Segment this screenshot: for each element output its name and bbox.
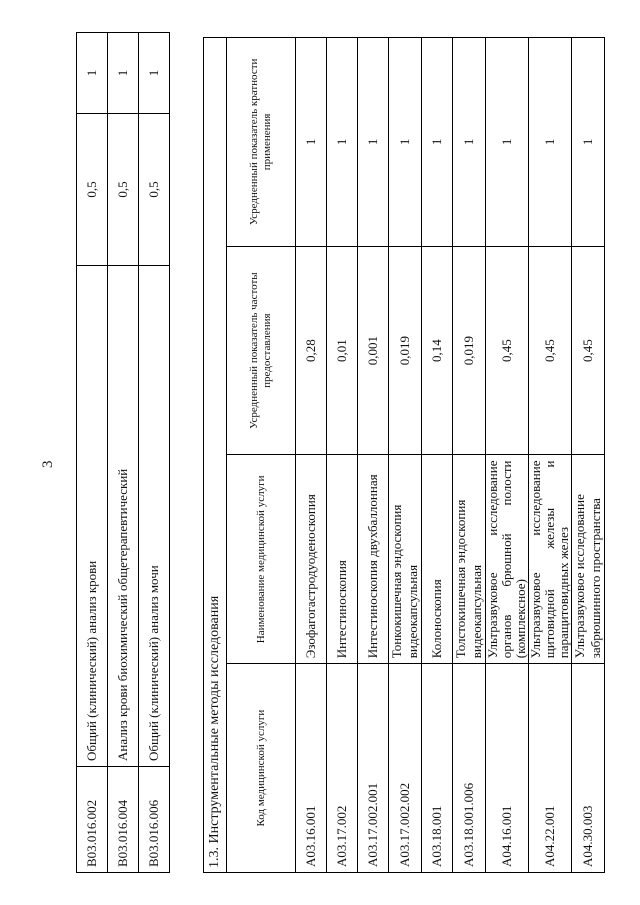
- service-code: A03.18.001.006: [453, 664, 486, 873]
- service-code: A04.30.003: [572, 664, 605, 873]
- frequency-value: 0,5: [77, 114, 108, 266]
- table-row: [296, 38, 327, 873]
- service-code: A03.18.001: [422, 664, 453, 873]
- frequency-value: 0,45: [529, 246, 572, 455]
- frequency-value: 0,019: [389, 246, 422, 455]
- instrumental-methods-table: [203, 37, 605, 873]
- service-name: Ультразвуковое исследование забрюшинного пространства: [572, 455, 605, 664]
- section-title: 1.3. Инструментальные методы исследования: [204, 38, 227, 873]
- page-number: 3: [40, 460, 56, 468]
- service-name: Эзофагогастродуоденоскопия: [296, 455, 327, 664]
- multiplicity-value: 1: [327, 38, 358, 247]
- multiplicity-value: 1: [486, 38, 529, 247]
- service-code: A03.17.002: [327, 664, 358, 873]
- table-row: [529, 38, 572, 873]
- table-row: [358, 38, 389, 873]
- multiplicity-value: 1: [453, 38, 486, 247]
- service-name-line: (комплексное): [513, 579, 528, 659]
- table-row: [572, 38, 605, 873]
- frequency-value: 0,14: [422, 246, 453, 455]
- multiplicity-value: 1: [139, 33, 170, 114]
- service-code: A03.17.002.002: [389, 664, 422, 873]
- table-row: [422, 38, 453, 873]
- table-row: [108, 33, 139, 873]
- table-row: [139, 33, 170, 873]
- multiplicity-value: 1: [572, 38, 605, 247]
- service-code: A03.16.001: [296, 664, 327, 873]
- frequency-value: 0,5: [139, 114, 170, 266]
- multiplicity-value: 1: [77, 33, 108, 114]
- multiplicity-value: 1: [389, 38, 422, 247]
- header-frequency: Усредненный показатель частоты предоставления: [227, 246, 296, 455]
- service-name: Интестиноскопия двухбаллонная: [358, 455, 389, 664]
- header-row: [227, 38, 296, 873]
- service-name-line: Ультразвуковое исследование щитовидной железы и: [528, 460, 557, 659]
- service-name: Общий (клинический) анализ крови: [77, 266, 108, 767]
- service-name: Интестиноскопия: [327, 455, 358, 664]
- service-name: Колоноскопия: [422, 455, 453, 664]
- service-name: Толстокишечная эндоскопия видеокапсульная: [453, 455, 486, 664]
- service-name-line: Ультразвуковое исследование органов брюшной полости: [485, 460, 514, 659]
- service-name: [486, 455, 529, 664]
- table-row: [486, 38, 529, 873]
- frequency-value: 0,019: [453, 246, 486, 455]
- multiplicity-value: 1: [358, 38, 389, 247]
- frequency-value: 0,45: [486, 246, 529, 455]
- multiplicity-value: 1: [296, 38, 327, 247]
- service-name: Тонкокишечная эндоскопия видеокапсульная: [389, 455, 422, 664]
- service-name: [529, 455, 572, 664]
- table-row: [389, 38, 422, 873]
- frequency-value: 0,45: [572, 246, 605, 455]
- table-row: [327, 38, 358, 873]
- header-multiplicity: Усредненный показатель кратности применения: [227, 38, 296, 247]
- service-code: B03.016.002: [77, 767, 108, 873]
- frequency-value: 0,001: [358, 246, 389, 455]
- header-name: Наименование медицинской услуги: [227, 455, 296, 664]
- frequency-value: 0,28: [296, 246, 327, 455]
- header-code: Код медицинской услуги: [227, 664, 296, 873]
- multiplicity-value: 1: [108, 33, 139, 114]
- frequency-value: 0,5: [108, 114, 139, 266]
- service-name: Анализ крови биохимический общетерапевтический: [108, 266, 139, 767]
- table-row: [453, 38, 486, 873]
- table-row: [77, 33, 108, 873]
- service-name: Общий (клинический) анализ мочи: [139, 266, 170, 767]
- service-code: B03.016.006: [139, 767, 170, 873]
- service-code: A03.17.002.001: [358, 664, 389, 873]
- multiplicity-value: 1: [529, 38, 572, 247]
- service-code: B03.016.004: [108, 767, 139, 873]
- service-code: A04.22.001: [529, 664, 572, 873]
- section-title-row: [204, 38, 227, 873]
- service-name-line: паращитовидных желез: [556, 526, 571, 659]
- rotated-content: [38, 37, 608, 873]
- multiplicity-value: 1: [422, 38, 453, 247]
- lab-tests-table: [76, 32, 170, 873]
- service-code: A04.16.001: [486, 664, 529, 873]
- frequency-value: 0,01: [327, 246, 358, 455]
